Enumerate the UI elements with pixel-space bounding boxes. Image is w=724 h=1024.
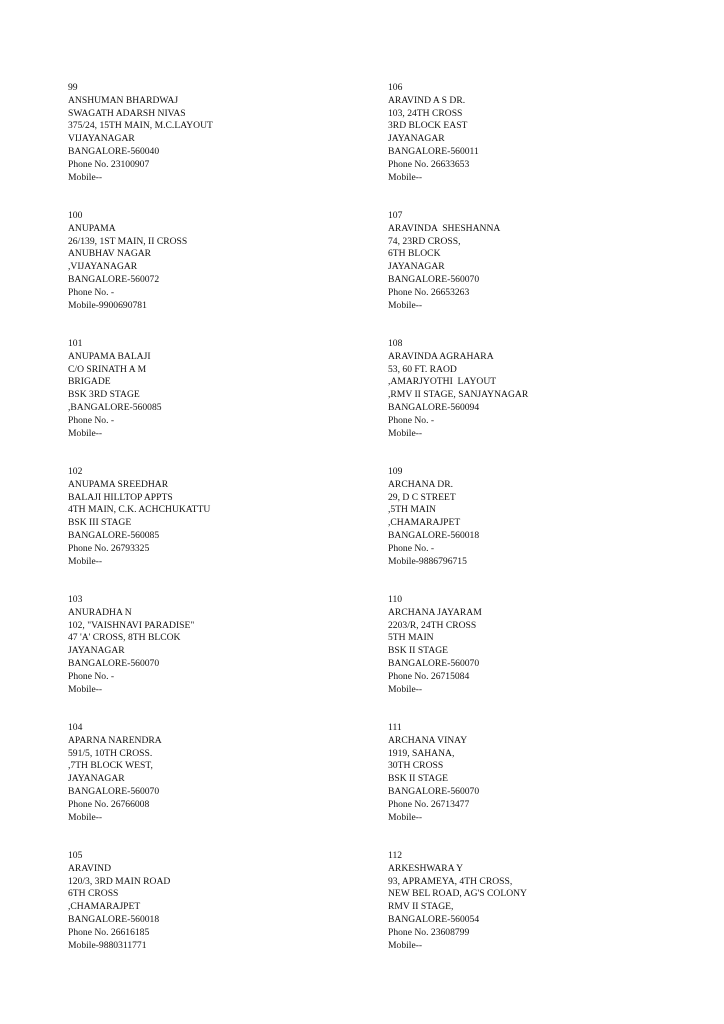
entry-number: 106 [388, 82, 403, 93]
entry-address-line: 5TH MAIN [388, 632, 434, 644]
entry-address-line: BSK II STAGE [388, 645, 448, 657]
entry-mobile: Mobile-9880311771 [68, 939, 147, 951]
entry-city-pin: BANGALORE-560070 [388, 785, 480, 797]
entry-address-line: SWAGATH ADARSH NIVAS [68, 107, 186, 119]
entry-name: ARAVIND [68, 862, 111, 874]
directory-entry [388, 338, 688, 466]
directory-entry [68, 722, 368, 850]
entry-city-pin: BANGALORE-560018 [388, 529, 480, 541]
directory-entry [68, 210, 368, 338]
entry-address-line: 4TH MAIN, C.K. ACHCHUKATTU [68, 504, 211, 516]
entry-address-line: 1919, SAHANA, [388, 747, 455, 759]
entry-number: 107 [388, 210, 403, 221]
entry-phone: Phone No. 26713477 [388, 798, 470, 810]
entry-address-line: BRIGADE [68, 376, 111, 388]
entry-number: 99 [68, 82, 78, 93]
entry-name: ANSHUMAN BHARDWAJ [68, 94, 179, 106]
entry-address-line: 30TH CROSS [388, 760, 444, 772]
entry-number: 109 [388, 466, 403, 477]
entry-number: 101 [68, 338, 83, 349]
directory-entry [68, 594, 368, 722]
directory-entry [388, 722, 688, 850]
directory-entry [68, 466, 368, 594]
entry-name: ARAVINDA AGRAHARA [388, 350, 494, 362]
entry-address-line: 26/139, 1ST MAIN, II CROSS [68, 235, 188, 247]
entry-address-line: 375/24, 15TH MAIN, M.C.LAYOUT [68, 120, 213, 132]
entry-phone: Phone No. 26616185 [68, 926, 150, 938]
entry-address-line: 93, APRAMEYA, 4TH CROSS, [388, 875, 513, 887]
entry-phone: Phone No. 26793325 [68, 542, 150, 554]
entry-phone: Phone No. - [388, 414, 435, 426]
entry-number: 102 [68, 466, 83, 477]
entry-mobile: Mobile-- [388, 299, 423, 311]
entry-name: ARAVINDA SHESHANNA [388, 222, 501, 234]
entry-phone: Phone No. 26715084 [388, 670, 470, 682]
entry-mobile: Mobile-- [68, 683, 103, 695]
entry-name: ARCHANA JAYARAM [388, 606, 482, 618]
entry-address-line: JAYANAGAR [388, 133, 445, 145]
entry-name: APARNA NARENDRA [68, 734, 162, 746]
entry-number: 111 [388, 722, 402, 733]
entry-phone: Phone No. - [68, 670, 115, 682]
entry-city-pin: ,BANGALORE-560085 [68, 401, 162, 413]
entry-address-line: RMV II STAGE, [388, 901, 454, 913]
entry-mobile: Mobile-- [68, 811, 103, 823]
directory-entry [68, 338, 368, 466]
entry-phone: Phone No. 26653263 [388, 286, 470, 298]
entry-name: ARKESHWARA Y [388, 862, 464, 874]
entry-number: 104 [68, 722, 83, 733]
directory-entry [388, 82, 688, 210]
entry-phone: Phone No. 23608799 [388, 926, 470, 938]
entry-mobile: Mobile-- [388, 811, 423, 823]
left-column [68, 82, 368, 978]
entry-mobile: Mobile-9900690781 [68, 299, 147, 311]
entry-address-line: 74, 23RD CROSS, [388, 235, 461, 247]
entry-number: 110 [388, 594, 403, 605]
entry-city-pin: BANGALORE-560018 [68, 913, 160, 925]
entry-mobile: Mobile-- [388, 939, 423, 951]
entry-address-line: 591/5, 10TH CROSS. [68, 747, 153, 759]
entry-name: ANUPAMA [68, 222, 116, 234]
entry-address-line: 47 'A' CROSS, 8TH BLCOK [68, 632, 181, 644]
entry-name: ANUPAMA BALAJI [68, 350, 151, 362]
entry-city-pin: BANGALORE-560072 [68, 273, 160, 285]
entry-address-line: ,VIJAYANAGAR [68, 261, 138, 273]
entry-mobile: Mobile-- [388, 683, 423, 695]
entry-number: 108 [388, 338, 403, 349]
entry-address-line: VIJAYANAGAR [68, 133, 135, 145]
entry-address-line: ,7TH BLOCK WEST, [68, 760, 153, 772]
directory-entry [388, 466, 688, 594]
entry-number: 112 [388, 850, 403, 861]
entry-city-pin: BANGALORE-560085 [68, 529, 160, 541]
directory-entry [388, 594, 688, 722]
entry-mobile: Mobile-- [68, 171, 103, 183]
entry-address-line: JAYANAGAR [68, 773, 125, 785]
directory-entry [68, 850, 368, 978]
entry-address-line: 29, D C STREET [388, 491, 456, 503]
entry-name: ARAVIND A S DR. [388, 94, 466, 106]
entry-address-line: 103, 24TH CROSS [388, 107, 463, 119]
entry-address-line: JAYANAGAR [68, 645, 125, 657]
entry-address-line: JAYANAGAR [388, 261, 445, 273]
entry-mobile: Mobile-- [68, 427, 103, 439]
directory-entry [388, 850, 688, 978]
entry-city-pin: BANGALORE-560040 [68, 145, 160, 157]
entry-name: ARCHANA VINAY [388, 734, 468, 746]
directory-entry [68, 82, 368, 210]
entry-address-line: C/O SRINATH A M [68, 363, 147, 375]
entry-address-line: ,CHAMARAJPET [388, 517, 461, 529]
entry-address-line: BSK II STAGE [388, 773, 448, 785]
entry-mobile: Mobile-- [388, 171, 423, 183]
entry-city-pin: BANGALORE-560070 [68, 657, 160, 669]
entry-number: 105 [68, 850, 83, 861]
entry-mobile: Mobile-- [388, 427, 423, 439]
entry-address-line: ,5TH MAIN [388, 504, 436, 516]
entry-address-line: BSK III STAGE [68, 517, 132, 529]
entry-city-pin: BANGALORE-560070 [388, 273, 480, 285]
entry-address-line: ,AMARJYOTHI LAYOUT [388, 376, 497, 388]
entry-number: 103 [68, 594, 83, 605]
entry-city-pin: BANGALORE-560011 [388, 145, 479, 157]
entry-name: ARCHANA DR. [388, 478, 454, 490]
entry-phone: Phone No. 26766008 [68, 798, 150, 810]
entry-phone: Phone No. - [68, 414, 115, 426]
entry-mobile: Mobile-9886796715 [388, 555, 467, 567]
entry-city-pin: BANGALORE-560094 [388, 401, 480, 413]
entry-mobile: Mobile-- [68, 555, 103, 567]
entry-address-line: 120/3, 3RD MAIN ROAD [68, 875, 171, 887]
entry-address-line: 6TH BLOCK [388, 248, 441, 260]
entry-address-line: BSK 3RD STAGE [68, 389, 140, 401]
entry-phone: Phone No. 26633653 [388, 158, 470, 170]
entry-phone: Phone No. - [68, 286, 115, 298]
entry-address-line: ,RMV II STAGE, SANJAYNAGAR [388, 389, 529, 401]
entry-name: ANURADHA N [68, 606, 132, 618]
entry-phone: Phone No. 23100907 [68, 158, 150, 170]
entry-address-line: 102, "VAISHNAVI PARADISE" [68, 619, 195, 631]
entry-address-line: NEW BEL ROAD, AG'S COLONY [388, 888, 527, 900]
right-column [388, 82, 688, 978]
entry-address-line: 3RD BLOCK EAST [388, 120, 468, 132]
entry-number: 100 [68, 210, 83, 221]
entry-address-line: BALAJI HILLTOP APPTS [68, 491, 173, 503]
entry-address-line: 2203/R, 24TH CROSS [388, 619, 477, 631]
entry-address-line: ,CHAMARAJPET [68, 901, 141, 913]
directory-entry [388, 210, 688, 338]
entry-city-pin: BANGALORE-560054 [388, 913, 480, 925]
entry-phone: Phone No. - [388, 542, 435, 554]
entry-city-pin: BANGALORE-560070 [388, 657, 480, 669]
entry-city-pin: BANGALORE-560070 [68, 785, 160, 797]
entry-name: ANUPAMA SREEDHAR [68, 478, 169, 490]
entry-address-line: 53, 60 FT. RAOD [388, 363, 457, 375]
entry-address-line: 6TH CROSS [68, 888, 119, 900]
entry-address-line: ANUBHAV NAGAR [68, 248, 152, 260]
